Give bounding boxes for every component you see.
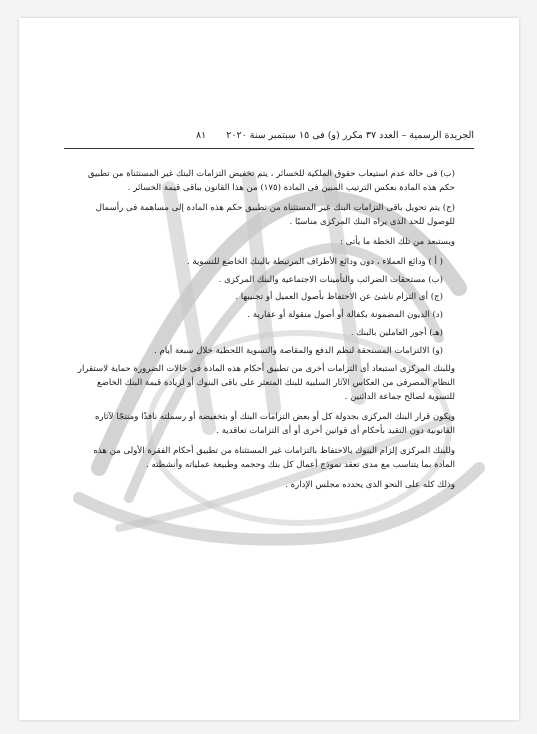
article-body xyxy=(71,168,465,499)
document-page xyxy=(19,18,519,720)
exclusion-item: (ج) أى التزام ناشئ عن الاحتفاظ بأصول العميل أو تجنيبها . xyxy=(235,292,443,303)
exclusion-item: ( أ ) ودائع العملاء ، دون ودائع الأطراف المرتبطة بالبنك الخاضع للتسوية . xyxy=(186,256,443,267)
paragraph: وللبنك المركزى إلزام البنوك بالاحتفاظ بالتزامات غير المستثناة من تطبيق أحكام الفقرة الأولى من هذه المادة بما يتناسب مع مدى تعقد نموذج أعمال كل بنك وحجمه وطبيعة عملياته وأنشطته . xyxy=(93,445,455,470)
paragraph: ويستبعد من تلك الخطة ما يأتى : xyxy=(340,236,455,247)
paragraph: وذلك كله على النحو الذى يحدده مجلس الإدارة . xyxy=(285,479,455,490)
paragraph: ويكون قرار البنك المركزى بجدولة كل أو بعض التزامات البنك أو بتخفيضه أو رسملته نافذًا ومنتجًا لآثاره القانونية دون التقيد بأحكام أى قوانين أخرى أو أى التزامات تعاقدية . xyxy=(94,411,455,436)
exclusion-item: (ب) مستحقات الضرائب والتأمينات الاجتماعية والبنك المركزى . xyxy=(218,274,443,285)
page-number: ٨١ xyxy=(196,130,207,141)
paragraph: (ج) يتم تحويل باقى التزامات البنك غير المستثناة من تطبيق حكم هذه المادة إلى مساهمة فى رأسمال للوصول للحد الذى يراه البنك المركزى مناسبًا . xyxy=(95,202,455,227)
header-title: الجريدة الرسمية – العدد ٣٧ مكرر (و) فى ١٥ سبتمبر سنة ٢٠٢٠ xyxy=(226,130,474,141)
exclusion-item: (و) الالتزامات المستحقة لنظم الدفع والمقاصة والتسوية اللحظية خلال سبعة أيام . xyxy=(154,346,443,357)
paragraph: وللبنك المركزى استبعاد أى التزامات أخرى من تطبيق أحكام هذه المادة فى حالات الضرورة حماية لاستقرار النظام المصرفى من العكاس الآثار السلبية للبنك المتعثر على باقى البنوك أو لزيادة قيمة البنك الخاضع للتسوية لصالح جماعة الدائنين . xyxy=(77,364,455,402)
exclusion-item: (هـ) أجور العاملين بالبنك . xyxy=(350,328,443,339)
page-header xyxy=(64,130,474,149)
exclusion-item: (د) الديون المضمونة بكفالة أو أصول منقولة أو عقارية . xyxy=(247,310,443,321)
paragraph: (ب) فى حالة عدم استيعاب حقوق الملكية للخسائر ، يتم تخفيض التزامات البنك غير المستثناة من تطبيق حكم هذه المادة بعكس الترتيب المبين فى المادة (١٧٥) من هذا القانون بباقى قيمة الخسائر . xyxy=(87,169,455,193)
